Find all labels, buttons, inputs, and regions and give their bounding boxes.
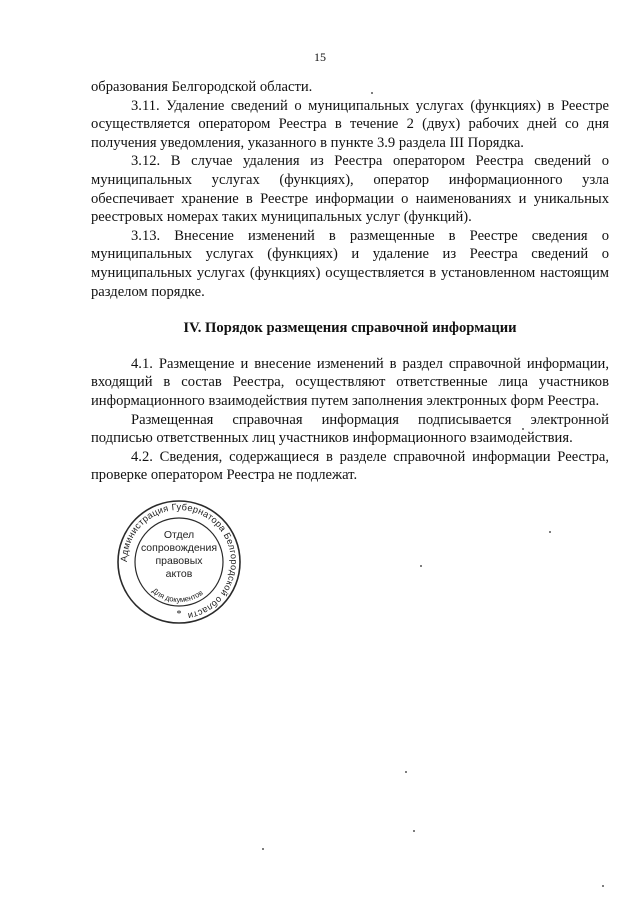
stamp-line-3: правовых — [155, 555, 203, 567]
scan-speck — [262, 848, 264, 850]
document-body — [91, 78, 609, 485]
paragraph-3-13: 3.13. Внесение изменений в размещенные в Реестре сведения о муниципальных услугах (функциях) и удаление из Реестра сведений о муниципальных услугах (функциях) осуществляется в установленном настоящим разделом порядке. — [91, 227, 609, 300]
paragraph-continuation: образования Белгородской области. — [91, 79, 313, 95]
stamp-line-4: актов — [165, 568, 193, 580]
stamp-line-2: сопровождения — [140, 542, 218, 554]
paragraph-3-12: 3.12. В случае удаления из Реестра оператором Реестра сведений о муниципальных услугах (функциях), оператор информационного узла обеспечивает хранение в Реестре информации о наименованиях и уникальных реестровых номерах таких муниципальных услуг (функций). — [91, 153, 609, 226]
paragraph-signature: Размещенная справочная информация подписывается электронной подписью ответственных лиц участников информационного взаимодействия. — [91, 411, 609, 447]
stamp-inner-text — [116, 529, 242, 581]
stamp-line-1: Отдел — [163, 529, 195, 541]
scan-speck — [413, 830, 415, 832]
stamp-ring-text: Администрация Губернатора Белгородской области — [118, 501, 240, 622]
scan-speck — [549, 531, 551, 533]
scan-speck — [371, 92, 373, 94]
stamp-star: * — [176, 609, 182, 620]
paragraph-3-11: 3.11. Удаление сведений о муниципальных услугах (функциях) в Реестре осуществляется оператором Реестра в течение 2 (двух) рабочих дней со дня получения уведомления, указанного в пункте 3.9 раздела III Порядка. — [91, 97, 609, 151]
scan-speck — [420, 565, 422, 567]
official-stamp — [116, 499, 242, 625]
section-title: IV. Порядок размещения справочной информации — [183, 320, 517, 337]
scan-speck — [405, 771, 407, 773]
paragraph-4-1: 4.1. Размещение и внесение изменений в раздел справочной информации, входящий в состав Реестра, осуществляют ответственные лица участников информационного взаимодействия путем заполнения электронных форм Реестра. — [91, 355, 609, 409]
page-number: 15 — [314, 50, 326, 64]
paragraph-4-2: 4.2. Сведения, содержащиеся в разделе справочной информации Реестра, проверке оператором Реестра не подлежат. — [91, 448, 609, 484]
scan-speck — [522, 428, 524, 430]
stamp-bottom-text: Для документов — [150, 585, 205, 605]
scan-speck — [602, 885, 604, 887]
